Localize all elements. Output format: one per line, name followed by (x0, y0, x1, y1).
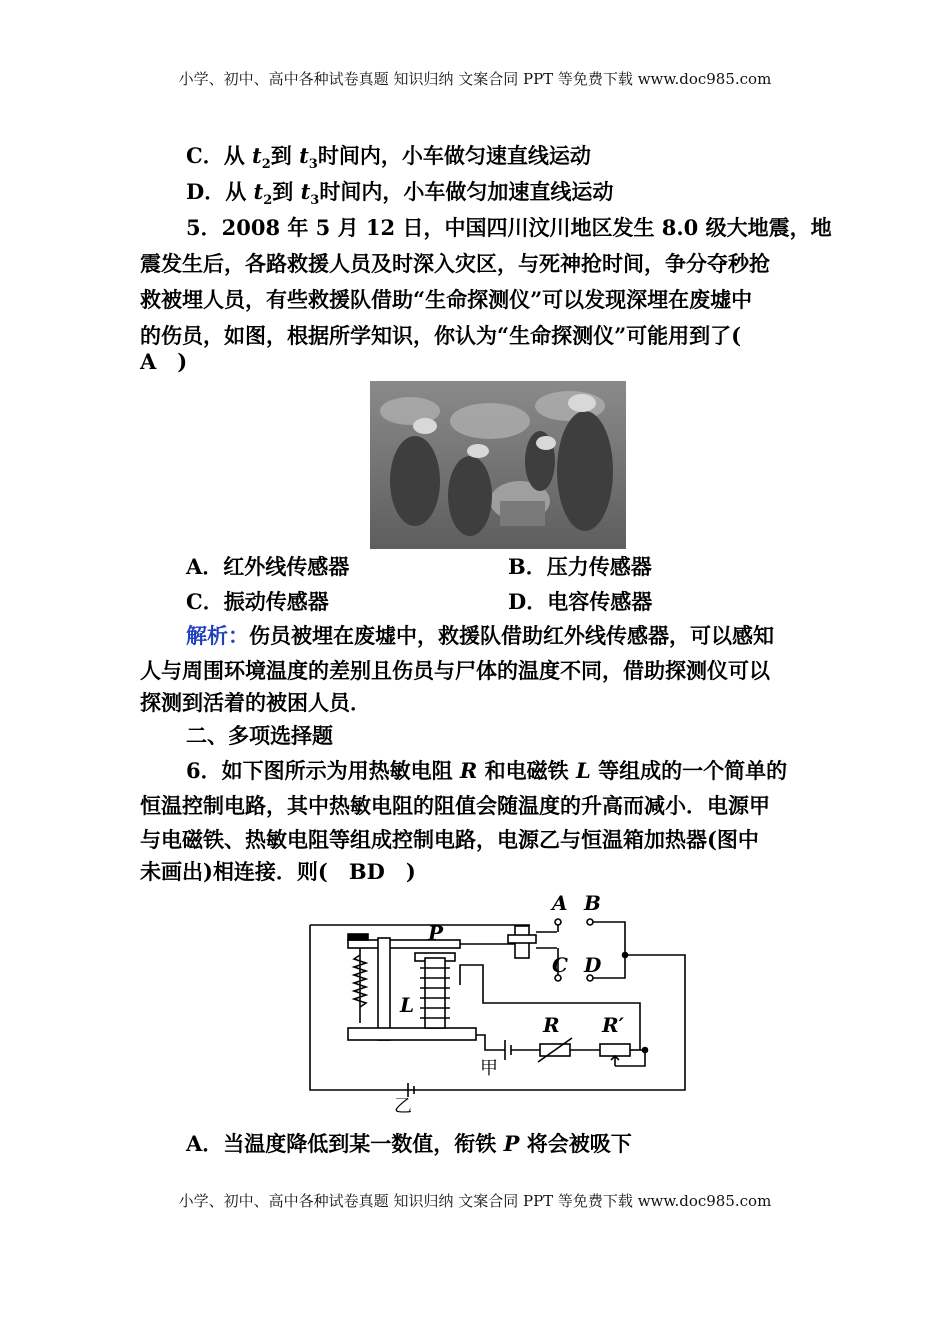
circuit-diagram (300, 890, 700, 1115)
q5-option-a: A．红外线传感器 (186, 554, 350, 579)
q4-option-c: C．从 $t_2$到 $t_3$时间内，小车做匀速直线运动 (186, 143, 591, 173)
label-D: D (584, 953, 602, 977)
q5-analysis-line: 解析：伤员被埋在废墟中，救援队借助红外线传感器，可以感知 (186, 623, 774, 648)
label-P: P (428, 921, 444, 945)
page-header: 小学、初中、高中各种试卷真题 知识归纳 文案合同 PPT 等免费下载 www.doc985.com (178, 70, 772, 88)
q5-option-c: C．振动传感器 (186, 589, 329, 614)
label-A: A (552, 891, 568, 915)
q5-option-b: B．压力传感器 (508, 554, 652, 579)
q5-stem-line: 震发生后，各路救援人员及时深入灾区，与死神抢时间，争分夺秒抢 (140, 251, 770, 276)
q5-stem-line: 5．2008 年 5 月 12 日，中国四川汶川地区发生 8.0 级大地震，地 (186, 215, 832, 240)
q5-stem-line: 的伤员，如图，根据所学知识，你认为“生命探测仪”可能用到了( (140, 323, 742, 348)
label-R-prime: R′ (602, 1013, 624, 1037)
label-L: L (400, 993, 415, 1017)
q6-stem-line: 恒温控制电路，其中热敏电阻的阻值会随温度的升高而减小．电源甲 (140, 793, 770, 818)
label-B: B (584, 891, 601, 915)
q5-stem-line: 救被埋人员，有些救援队借助“生命探测仪”可以发现深埋在废墟中 (140, 287, 753, 312)
label-R: R (543, 1013, 560, 1037)
section-title: 二、多项选择题 (186, 723, 333, 748)
q5-analysis-line: 人与周围环境温度的差别且伤员与尸体的温度不同，借助探测仪可以 (140, 658, 770, 683)
q6-option-a: A．当温度降低到某一数值，衔铁 P 将会被吸下 (186, 1131, 632, 1156)
q5-option-d: D．电容传感器 (508, 589, 653, 614)
q4-option-d: D．从 $t_2$到 $t_3$时间内，小车做匀加速直线运动 (186, 179, 614, 209)
q6-stem-line: 未画出)相连接．则( BD ) (140, 859, 416, 884)
q5-answer: A ) (140, 349, 188, 374)
rescue-photo (370, 381, 626, 549)
label-C: C (552, 953, 568, 977)
label-jia: 甲 (480, 1058, 498, 1079)
q6-stem-line: 6．如下图所示为用热敏电阻 R 和电磁铁 L 等组成的一个简单的 (186, 758, 788, 783)
page-footer: 小学、初中、高中各种试卷真题 知识归纳 文案合同 PPT 等免费下载 www.doc985.com (178, 1192, 772, 1210)
q6-stem-line: 与电磁铁、热敏电阻等组成控制电路，电源乙与恒温箱加热器(图中 (140, 827, 759, 852)
label-yi: 乙 (394, 1096, 412, 1115)
q5-analysis-line: 探测到活着的被困人员． (140, 690, 371, 715)
analysis-label: 解析： (186, 623, 249, 648)
